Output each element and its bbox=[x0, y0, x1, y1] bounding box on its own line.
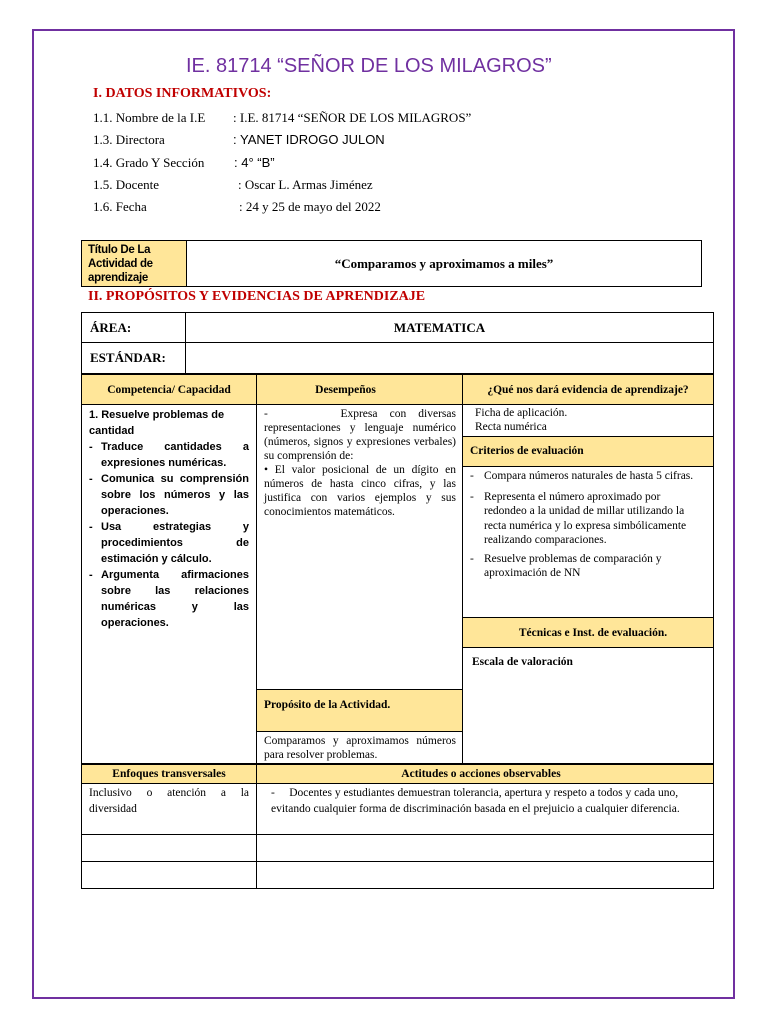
area-label: ÁREA: bbox=[81, 312, 186, 343]
desempenos-cell bbox=[256, 404, 463, 690]
empty-enfoque-cell bbox=[81, 861, 257, 889]
criterio-item: - Resuelve problemas de comparación y aproximación de NN bbox=[470, 552, 705, 581]
criterio-item: - Representa el número aproximado por redondeo a la unidad de millar utilizando la recta numérica y lo expresa simbólicamente realizando comparaciones. bbox=[470, 490, 705, 548]
info-label: 1.3. Directora bbox=[93, 132, 165, 147]
info-value: : 4° “B” bbox=[234, 155, 275, 170]
col-competencia-header: Competencia/ Capacidad bbox=[81, 374, 257, 405]
actitud-cell: - Docentes y estudiantes demuestran tolerancia, apertura y respeto a todos y cada uno, evitando cualquier forma de discriminación basada en el prejuicio a cualquier diferencia. bbox=[256, 783, 714, 835]
proposito-value: Comparamos y aproximamos números para resolver problemas. bbox=[256, 731, 463, 764]
titulo-value: “Comparamos y aproximamos a miles” bbox=[186, 240, 702, 287]
capacidad-item: - Argumenta afirmaciones sobre las relaciones numéricas y las operaciones. bbox=[89, 567, 249, 631]
info-label: 1.5. Docente bbox=[93, 177, 160, 192]
evidencia-item: Ficha de aplicación. bbox=[475, 407, 568, 419]
estandar-label: ESTÁNDAR: bbox=[81, 342, 186, 374]
criterios-cell bbox=[462, 466, 714, 618]
capacidad-item: - Usa estrategias y procedimientos de estimación y cálculo. bbox=[89, 519, 249, 567]
empty-actitud-cell bbox=[256, 861, 714, 889]
capacidad-item: - Comunica su comprensión sobre los números y las operaciones. bbox=[89, 471, 249, 519]
evidencias-cell bbox=[462, 404, 714, 437]
col-evidencia-header: ¿Qué nos dará evidencia de aprendizaje? bbox=[462, 374, 714, 405]
datos-heading: I. DATOS INFORMATIVOS: bbox=[93, 86, 272, 101]
area-value: MATEMATICA bbox=[185, 312, 714, 343]
info-value: : Oscar L. Armas Jiménez bbox=[238, 177, 373, 192]
capacidades-list bbox=[89, 439, 249, 631]
estandar-value bbox=[185, 342, 714, 374]
criterios-heading: Criterios de evaluación bbox=[462, 436, 714, 467]
actitud-value: Docentes y estudiantes demuestran tolerancia, apertura y respeto a todos y cada uno, evitando cualquier forma de discriminación basada en el prejuicio a cualquier diferencia. bbox=[271, 787, 680, 815]
info-label: 1.6. Fecha bbox=[93, 199, 147, 214]
info-label: 1.1. Nombre de la I.E bbox=[93, 110, 206, 125]
info-value: : I.E. 81714 “SEÑOR DE LOS MILAGROS” bbox=[233, 110, 472, 125]
proposito-heading: Propósito de la Actividad. bbox=[256, 689, 463, 732]
enfoque-value: Inclusivo o atención a la diversidad bbox=[81, 783, 257, 835]
desempeno-bullet: • El valor posicional de un dígito en números de hasta cinco cifras, y las justifica con varios ejemplos y sus conocimientos matemáticos. bbox=[264, 464, 456, 518]
titulo-label: Título De La Actividad de aprendizaje bbox=[81, 240, 187, 287]
desempeno-main: - Expresa con diversas representaciones y lenguaje numérico (números, signos y expresiones verbales) su comprensión de: bbox=[264, 408, 456, 462]
school-title: IE. 81714 “SEÑOR DE LOS MILAGROS” bbox=[186, 55, 552, 77]
desempeno-main-text: Expresa con diversas representaciones y lenguaje numérico (números, signos y expresiones verbales) su comprensión de: bbox=[264, 408, 456, 462]
criterio-item: - Compara números naturales de hasta 5 cifras. bbox=[470, 469, 705, 484]
empty-enfoque-cell bbox=[81, 834, 257, 862]
tecnicas-heading: Técnicas e Inst. de evaluación. bbox=[462, 617, 714, 648]
competencia-cell bbox=[81, 404, 257, 764]
info-label: 1.4. Grado Y Sección bbox=[93, 155, 205, 170]
evidencia-item: Recta numérica bbox=[475, 421, 547, 433]
info-value: : YANET IDROGO JULON bbox=[233, 132, 385, 147]
capacidad-item: - Traduce cantidades a expresiones numéricas. bbox=[89, 439, 249, 471]
competencia-title: 1. Resuelve problemas de cantidad bbox=[89, 409, 225, 437]
tecnicas-value: Escala de valoración bbox=[462, 647, 714, 764]
col-enfoques-header: Enfoques transversales bbox=[81, 764, 257, 784]
empty-actitud-cell bbox=[256, 834, 714, 862]
desempeno-bullet-text: El valor posicional de un dígito en números de hasta cinco cifras, y las justifica con varios ejemplos y sus conocimientos matemáticos. bbox=[264, 464, 456, 518]
col-actitudes-header: Actitudes o acciones observables bbox=[256, 764, 714, 784]
criterios-list bbox=[470, 469, 705, 581]
info-value: : 24 y 25 de mayo del 2022 bbox=[239, 199, 381, 214]
col-desempenos-header: Desempeños bbox=[256, 374, 463, 405]
propositos-heading: II. PROPÓSITOS Y EVIDENCIAS DE APRENDIZAJE bbox=[88, 289, 426, 304]
